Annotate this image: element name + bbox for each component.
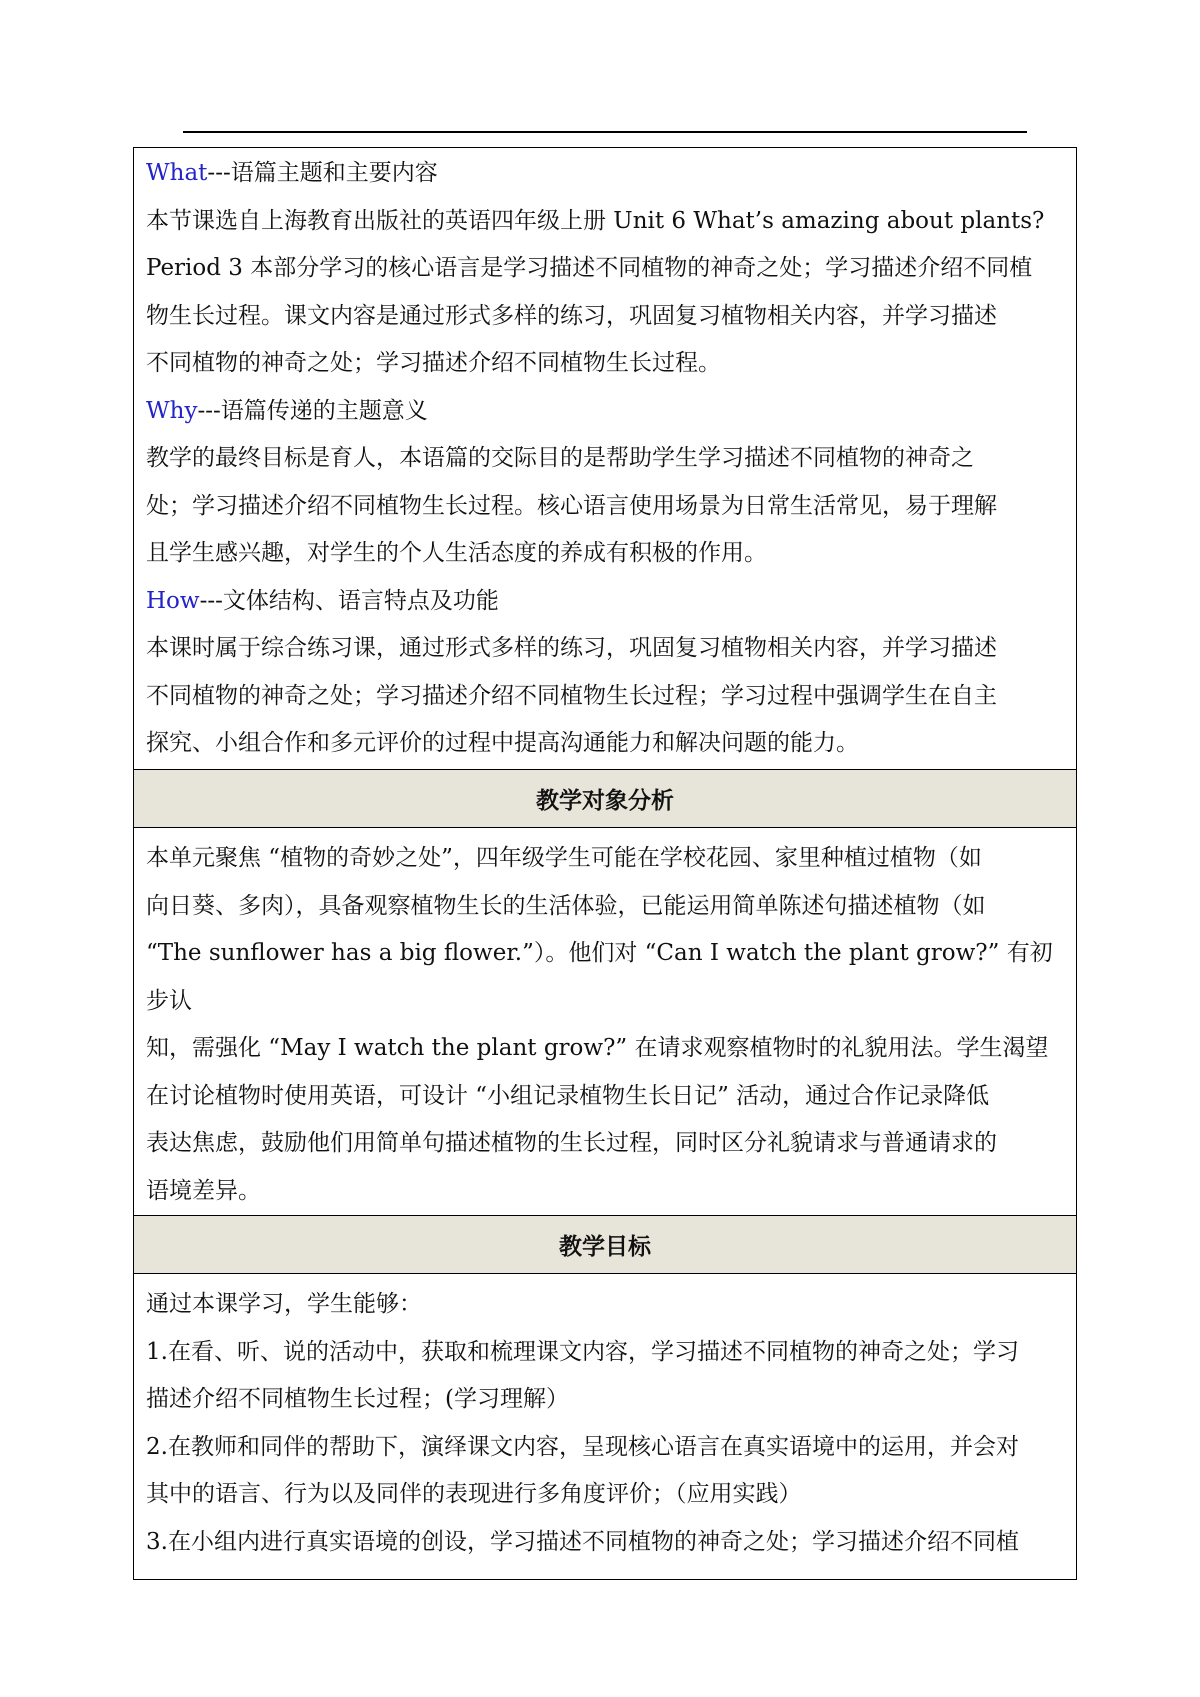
teaching-goals-cell <box>134 1274 1077 1580</box>
teaching-goal-line: 2.在教师和同伴的帮助下，演绎课文内容，呈现核心语言在真实语境中的运用，并会对 <box>146 1433 1019 1460</box>
teaching-goal-line: 描述介绍不同植物生长过程；(学习理解） <box>146 1386 569 1412</box>
how-line: 本课时属于综合练习课，通过形式多样的练习，巩固复习植物相关内容，并学习描述 <box>146 635 997 661</box>
student-analysis-line: 本单元聚焦 “植物的奇妙之处”，四年级学生可能在学校花园、家里种植过植物（如 <box>146 845 982 871</box>
how-line: 探究、小组合作和多元评价的过程中提高沟通能力和解决问题的能力。 <box>146 730 859 756</box>
why-keyword: Why <box>146 397 198 424</box>
why-heading <box>146 388 1064 436</box>
why-line: 教学的最终目标是育人，本语篇的交际目的是帮助学生学习描述不同植物的神奇之 <box>146 445 974 471</box>
why-line: 处；学习描述介绍不同植物生长过程。核心语言使用场景为日常生活常见，易于理解 <box>146 492 997 519</box>
what-line: 不同植物的神奇之处；学习描述介绍不同植物生长过程。 <box>146 350 721 376</box>
teaching-goal-line: 通过本课学习，学生能够： <box>146 1291 422 1317</box>
page-header-rule <box>183 131 1027 133</box>
student-analysis-line: 表达焦虑，鼓励他们用简单句描述植物的生长过程，同时区分礼貌请求与普通请求的 <box>146 1130 997 1156</box>
what-line: Period 3 本部分学习的核心语言是学习描述不同植物的神奇之处；学习描述介绍不同植 <box>146 255 1033 281</box>
what-title: ---语篇主题和主要内容 <box>207 160 438 186</box>
teaching-goal-line: 1.在看、听、说的活动中，获取和梳理课文内容，学习描述不同植物的神奇之处；学习 <box>146 1338 1019 1365</box>
how-heading <box>146 578 1064 626</box>
why-title: ---语篇传递的主题意义 <box>197 397 428 424</box>
student-analysis-header: 教学对象分析 <box>134 770 1077 828</box>
lesson-plan-table <box>133 147 1077 1580</box>
student-analysis-line: “The sunflower has a big flower.”）。他们对 “Can I watch the plant grow?” 有初步认 <box>146 940 1053 1014</box>
what-keyword: What <box>146 160 208 186</box>
how-title: ---文体结构、语言特点及功能 <box>199 587 499 614</box>
student-analysis-line: 向日葵、多肉），具备观察植物生长的生活体验，已能运用简单陈述句描述植物（如 <box>146 892 986 919</box>
what-heading <box>146 150 1064 198</box>
student-analysis-line: 在讨论植物时使用英语，可设计 “小组记录植物生长日记” 活动，通过合作记录降低 <box>146 1082 990 1109</box>
student-analysis-line: 语境差异。 <box>146 1177 261 1204</box>
teaching-goal-line: 其中的语言、行为以及同伴的表现进行多角度评价；（应用实践） <box>146 1481 802 1507</box>
teaching-goals-header: 教学目标 <box>134 1216 1077 1274</box>
why-line: 且学生感兴趣，对学生的个人生活态度的养成有积极的作用。 <box>146 540 767 566</box>
how-line: 不同植物的神奇之处；学习描述介绍不同植物生长过程；学习过程中强调学生在自主 <box>146 682 997 709</box>
what-line: 物生长过程。课文内容是通过形式多样的练习，巩固复习植物相关内容，并学习描述 <box>146 302 997 329</box>
student-analysis-cell <box>134 828 1077 1216</box>
how-keyword: How <box>146 587 200 614</box>
what-line: 本节课选自上海教育出版社的英语四年级上册 Unit 6 What’s amazing about plants? <box>146 207 1045 234</box>
student-analysis-line: 知，需强化 “May I watch the plant grow?” 在请求观察植物时的礼貌用法。学生渴望 <box>146 1035 1049 1061</box>
teaching-goal-line: 3.在小组内进行真实语境的创设，学习描述不同植物的神奇之处；学习描述介绍不同植 <box>146 1528 1019 1555</box>
text-analysis-cell <box>134 148 1077 770</box>
